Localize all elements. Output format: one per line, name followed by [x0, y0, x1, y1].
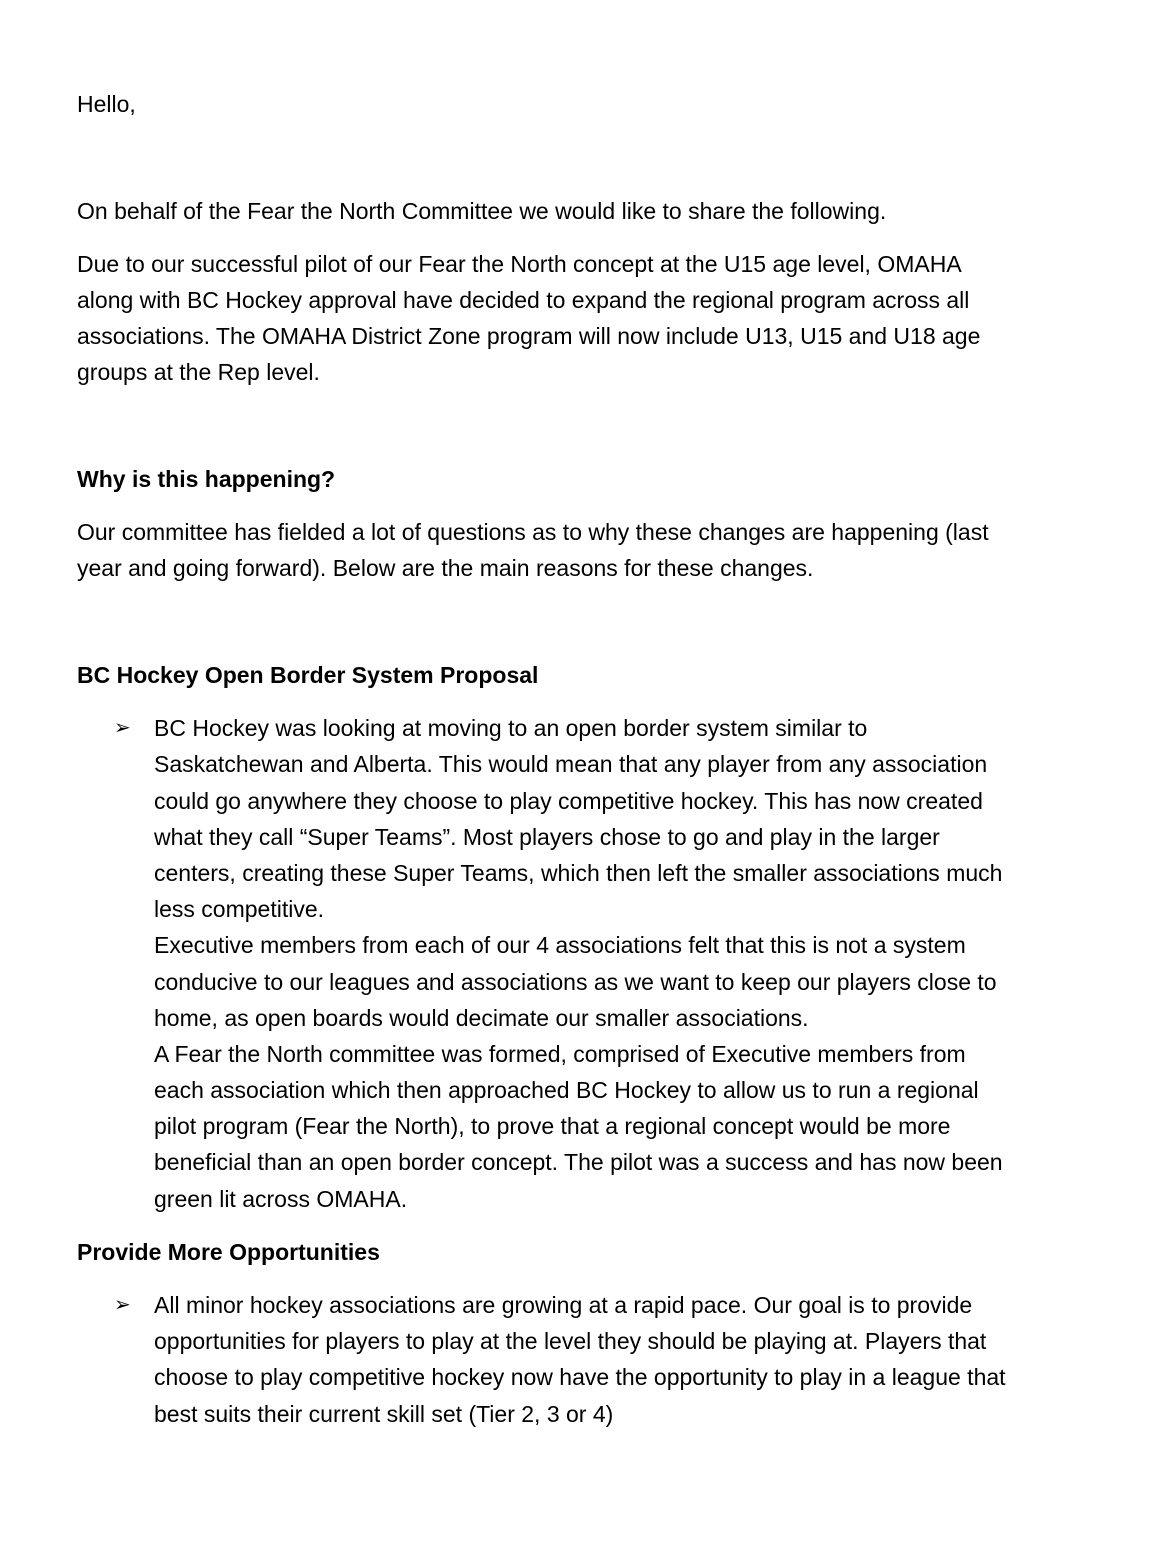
bullet-line: home, as open boards would decimate our smaller associations. [154, 1005, 809, 1031]
paragraph-line: along with BC Hockey approval have decided to expand the regional program across all [77, 287, 970, 313]
paragraph-line: Our committee has fielded a lot of questions as to why these changes are happening (last [77, 519, 989, 545]
section-heading-opportunities: Provide More Opportunities [77, 1239, 380, 1265]
bullet-line: green lit across OMAHA. [154, 1186, 408, 1212]
bullet-line: All minor hockey associations are growing at a rapid pace. Our goal is to provide [154, 1292, 973, 1318]
section-heading-open-border: BC Hockey Open Border System Proposal [77, 662, 539, 688]
bullet-line: A Fear the North committee was formed, comprised of Executive members from [154, 1041, 966, 1067]
bullet-line: could go anywhere they choose to play competitive hockey. This has now created [154, 788, 983, 814]
paragraph-line: associations. The OMAHA District Zone program will now include U13, U15 and U18 age [77, 323, 981, 349]
paragraph-line: groups at the Rep level. [77, 359, 320, 385]
arrow-bullet-icon: ➢ [114, 717, 131, 739]
bullet-line: conducive to our leagues and associations as we want to keep our players close to [154, 969, 997, 995]
arrow-bullet-icon: ➢ [114, 1294, 131, 1316]
why-heading: Why is this happening? [77, 466, 336, 492]
paragraph-line: year and going forward). Below are the main reasons for these changes. [77, 555, 814, 581]
bullet-line: Saskatchewan and Alberta. This would mean that any player from any association [154, 751, 988, 777]
bullet-line: Executive members from each of our 4 associations felt that this is not a system [154, 932, 966, 958]
bullet-line: centers, creating these Super Teams, which then left the smaller associations much [154, 860, 1003, 886]
bullet-line: pilot program (Fear the North), to prove that a regional concept would be more [154, 1113, 951, 1139]
bullet-line: BC Hockey was looking at moving to an open border system similar to [154, 715, 868, 741]
bullet-line: choose to play competitive hockey now have the opportunity to play in a league that [154, 1364, 1006, 1390]
bullet-line: less competitive. [154, 896, 325, 922]
bullet-line: what they call “Super Teams”. Most players chose to go and play in the larger [154, 824, 940, 850]
bullet-line: best suits their current skill set (Tier 2, 3 or 4) [154, 1401, 614, 1427]
bullet-line: each association which then approached BC Hockey to allow us to run a regional [154, 1077, 979, 1103]
intro-line: On behalf of the Fear the North Committee we would like to share the following. [77, 198, 887, 224]
bullet-line: beneficial than an open border concept. The pilot was a success and has now been [154, 1149, 1003, 1175]
paragraph-line: Due to our successful pilot of our Fear the North concept at the U15 age level, OMAHA [77, 251, 962, 277]
bullet-line: opportunities for players to play at the level they should be playing at. Players that [154, 1328, 987, 1354]
greeting: Hello, [77, 91, 136, 117]
